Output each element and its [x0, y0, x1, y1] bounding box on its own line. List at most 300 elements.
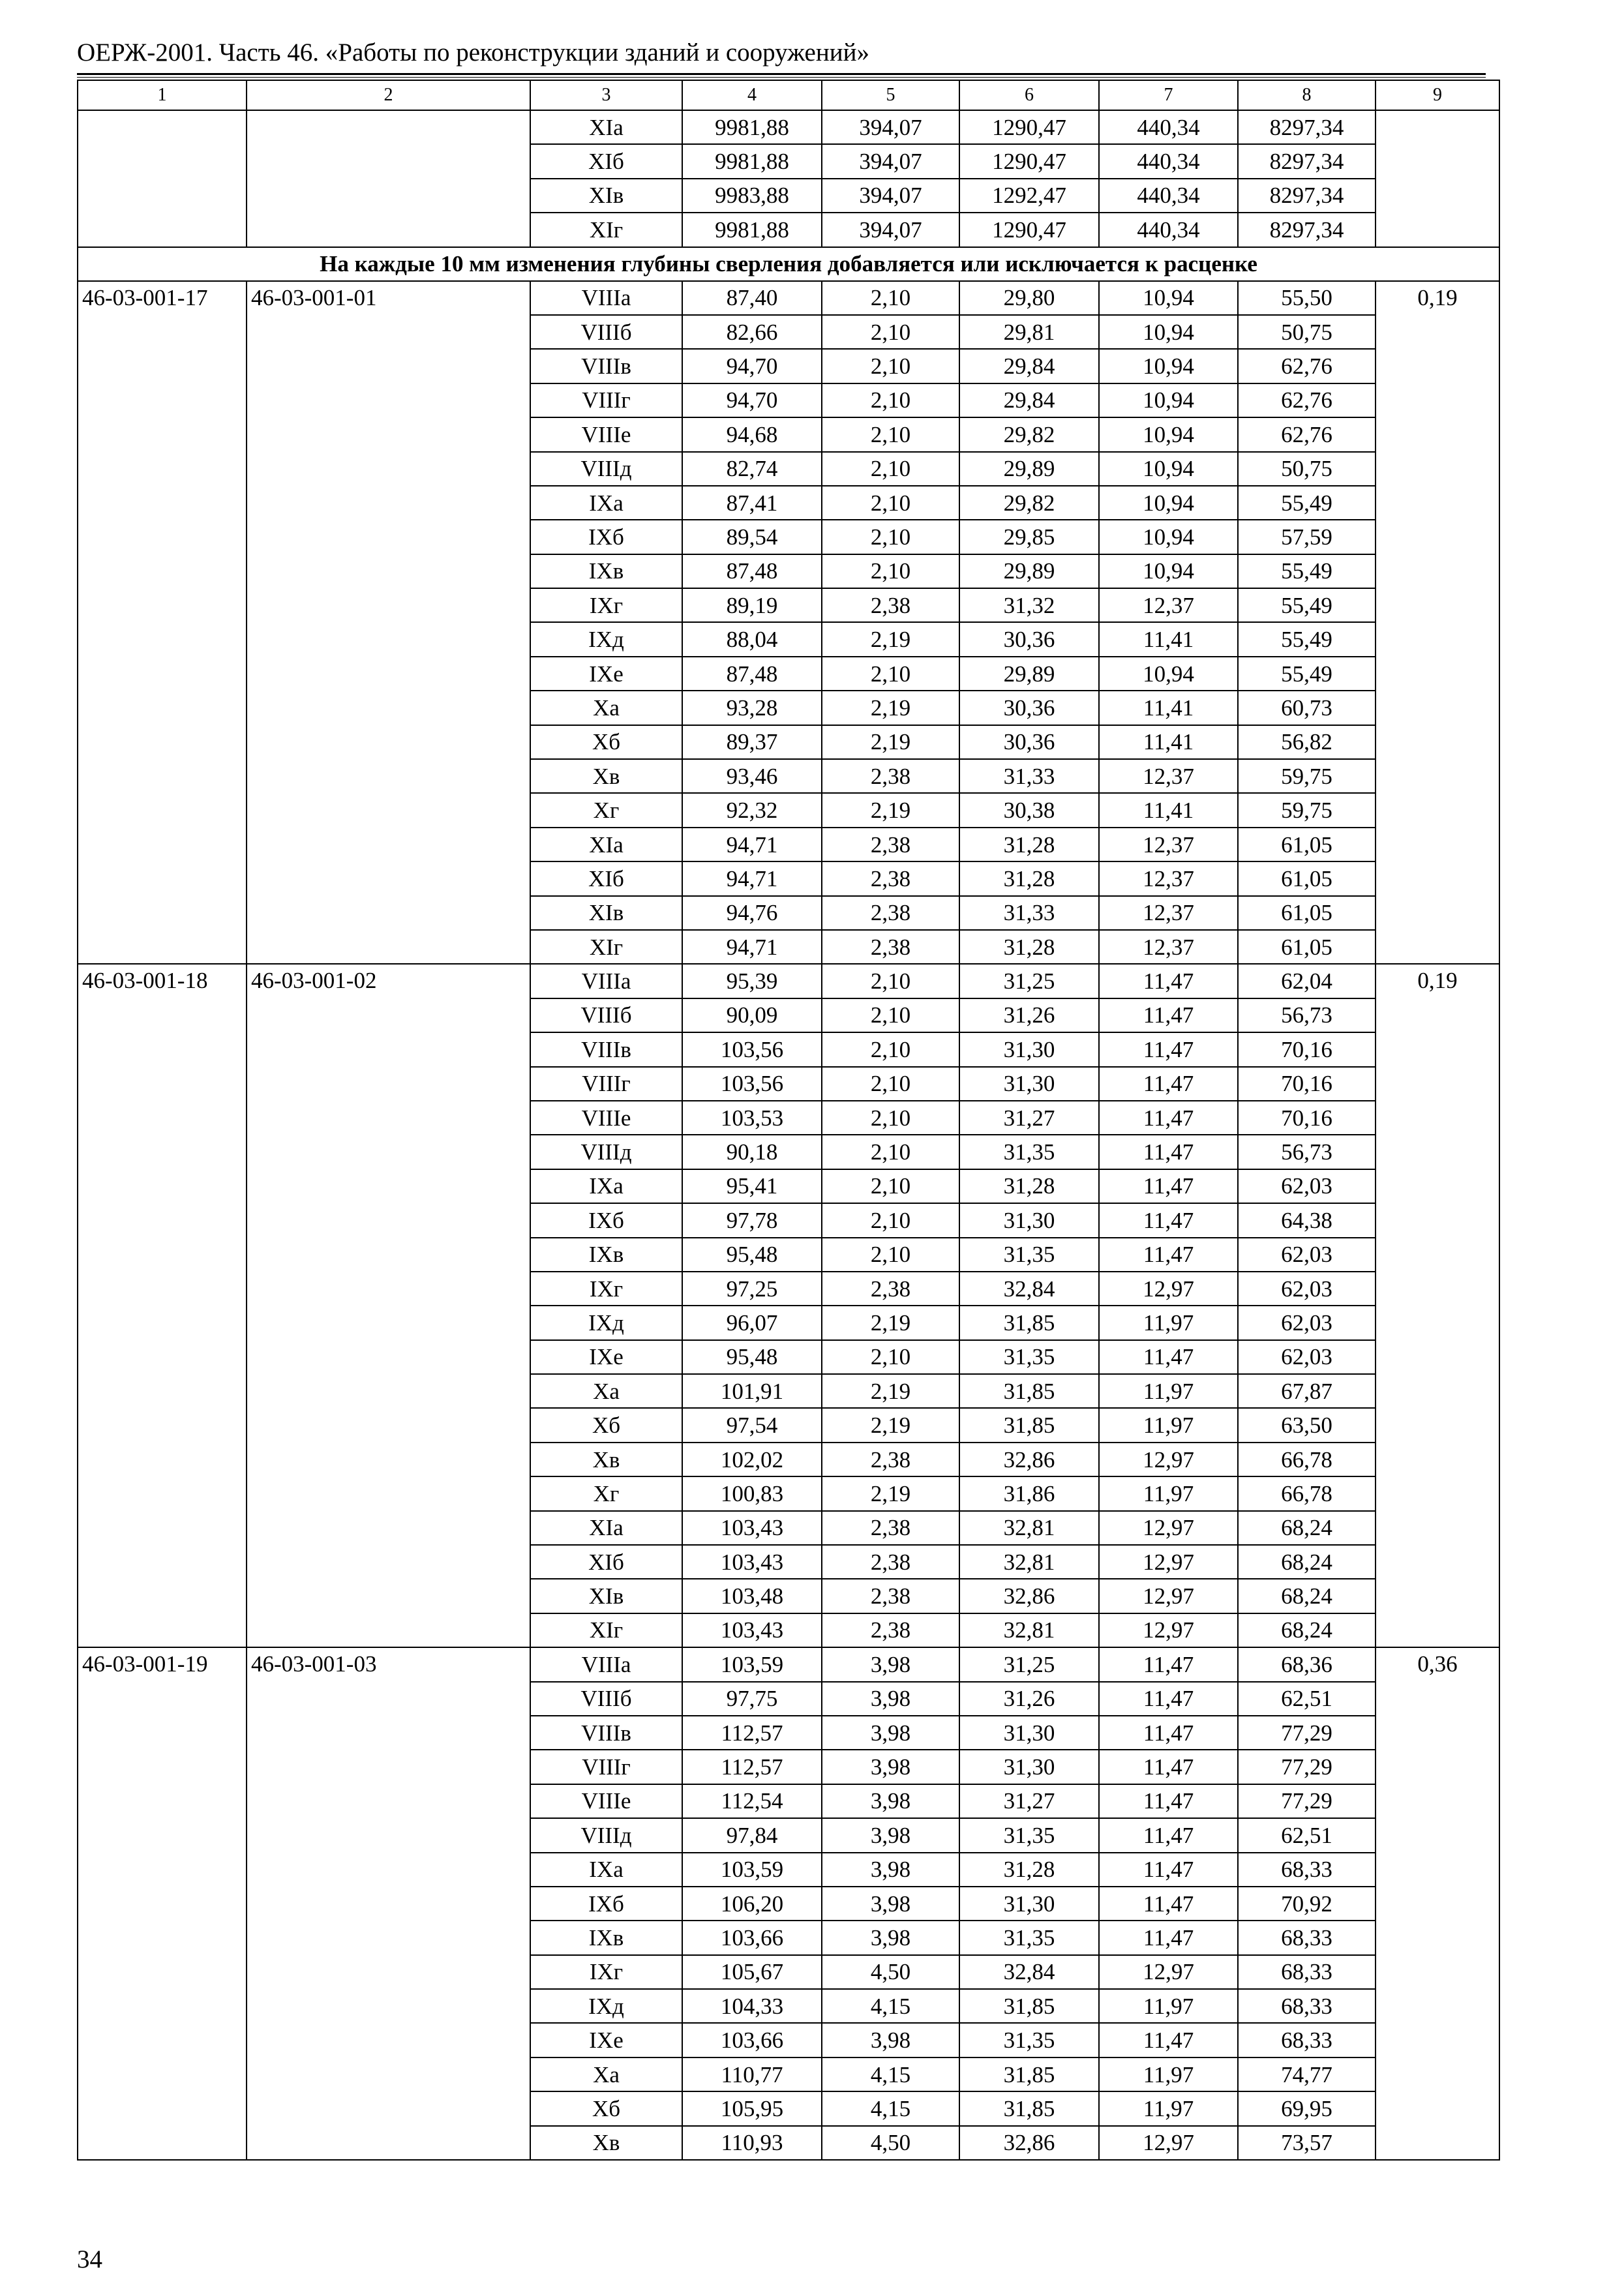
column-number: 2: [247, 80, 530, 110]
table-cell: 31,35: [959, 1818, 1099, 1852]
table-cell: 95,48: [682, 1340, 822, 1374]
table-cell: 11,47: [1099, 1169, 1238, 1203]
table-cell: 12,37: [1099, 588, 1238, 622]
table-cell: 29,82: [959, 486, 1099, 520]
rates-table: [77, 80, 1500, 2161]
table-cell: 56,73: [1238, 998, 1376, 1032]
table-cell: 62,76: [1238, 383, 1376, 417]
column-number: 8: [1238, 80, 1376, 110]
table-cell: 12,37: [1099, 759, 1238, 793]
table-cell: 31,85: [959, 1989, 1099, 2023]
table-cell: 2,10: [822, 1238, 959, 1272]
table-cell: 31,35: [959, 1921, 1099, 1954]
table-cell: 31,30: [959, 1032, 1099, 1066]
table-cell: 62,51: [1238, 1682, 1376, 1716]
table-cell: IXб: [530, 1887, 682, 1921]
table-cell: 31,28: [959, 1853, 1099, 1887]
table-cell: 50,75: [1238, 452, 1376, 486]
table-cell: 4,50: [822, 1955, 959, 1989]
note-row: [78, 247, 1499, 281]
table-cell: 90,09: [682, 998, 822, 1032]
table-cell: 8297,34: [1238, 179, 1376, 213]
table-cell: 4,15: [822, 2057, 959, 2091]
table-cell: IXа: [530, 1169, 682, 1203]
table-cell: 93,28: [682, 691, 822, 725]
table-cell: 61,05: [1238, 828, 1376, 861]
table-cell: IXе: [530, 657, 682, 691]
table-row: [78, 964, 1499, 998]
table-cell: VIIIе: [530, 1101, 682, 1135]
table-cell: 440,34: [1099, 110, 1238, 144]
table-cell: 3,98: [822, 1887, 959, 1921]
column-number: 4: [682, 80, 822, 110]
table-cell: 56,82: [1238, 725, 1376, 759]
table-cell: IXв: [530, 1238, 682, 1272]
table-cell: 8297,34: [1238, 213, 1376, 247]
table-cell: Xа: [530, 1374, 682, 1408]
table-cell: XIа: [530, 828, 682, 861]
table-cell: 92,32: [682, 793, 822, 827]
table-cell: 2,10: [822, 1135, 959, 1169]
table-cell: 95,41: [682, 1169, 822, 1203]
table-cell: IXд: [530, 622, 682, 656]
table-cell: 11,97: [1099, 2091, 1238, 2125]
table-cell: 31,28: [959, 828, 1099, 861]
table-cell: 94,70: [682, 349, 822, 383]
table-cell: 32,81: [959, 1511, 1099, 1545]
table-cell: 11,47: [1099, 1682, 1238, 1716]
table-cell: XIб: [530, 144, 682, 178]
table-cell: 4,50: [822, 2126, 959, 2160]
table-cell: 110,93: [682, 2126, 822, 2160]
table-cell: 77,29: [1238, 1784, 1376, 1818]
table-cell: 11,47: [1099, 1921, 1238, 1954]
table-cell: 32,81: [959, 1545, 1099, 1579]
table-cell: 2,10: [822, 315, 959, 349]
table-cell: 10,94: [1099, 315, 1238, 349]
table-cell: 29,84: [959, 383, 1099, 417]
table-cell: IXб: [530, 1203, 682, 1237]
table-row: [78, 281, 1499, 315]
table-cell: 110,77: [682, 2057, 822, 2091]
table-cell: Xв: [530, 1443, 682, 1476]
table-cell: 3,98: [822, 2023, 959, 2057]
table-cell: 59,75: [1238, 793, 1376, 827]
table-cell: 4,15: [822, 2091, 959, 2125]
table-cell: 31,85: [959, 2057, 1099, 2091]
table-cell: 31,27: [959, 1101, 1099, 1135]
table-cell: 94,71: [682, 930, 822, 964]
table-cell: IXг: [530, 588, 682, 622]
table-cell: 2,10: [822, 486, 959, 520]
table-cell: 68,33: [1238, 1921, 1376, 1954]
table-cell: VIIIг: [530, 1750, 682, 1784]
table-cell: 112,57: [682, 1716, 822, 1750]
table-cell: 31,35: [959, 1340, 1099, 1374]
table-cell: 103,43: [682, 1545, 822, 1579]
table-cell: 2,38: [822, 1511, 959, 1545]
table-cell: 100,83: [682, 1476, 822, 1510]
table-row: [78, 110, 1499, 144]
table-cell: 11,47: [1099, 1853, 1238, 1887]
table-cell: IXа: [530, 1853, 682, 1887]
table-cell: 2,10: [822, 657, 959, 691]
table-cell: XIв: [530, 1579, 682, 1613]
table-cell: 70,16: [1238, 1067, 1376, 1101]
table-cell: 103,43: [682, 1613, 822, 1647]
table-cell: 11,41: [1099, 691, 1238, 725]
table-cell: 104,33: [682, 1989, 822, 2023]
table-cell: IXд: [530, 1306, 682, 1339]
table-cell: 66,78: [1238, 1443, 1376, 1476]
table-cell: 29,81: [959, 315, 1099, 349]
table-cell: 2,10: [822, 964, 959, 998]
table-cell: 2,10: [822, 452, 959, 486]
table-cell: 60,73: [1238, 691, 1376, 725]
table-cell: 11,47: [1099, 2023, 1238, 2057]
table-cell: 106,20: [682, 1887, 822, 1921]
table-cell: 9981,88: [682, 110, 822, 144]
table-cell: 29,89: [959, 554, 1099, 588]
table-cell: 29,89: [959, 452, 1099, 486]
table-cell: 29,84: [959, 349, 1099, 383]
table-cell: 62,04: [1238, 964, 1376, 998]
table-cell: 2,38: [822, 588, 959, 622]
column-number-row: [78, 80, 1499, 110]
table-cell: 2,10: [822, 417, 959, 451]
table-cell: 8297,34: [1238, 110, 1376, 144]
cell-col9: [1376, 110, 1499, 247]
table-cell: 11,41: [1099, 793, 1238, 827]
table-cell: 3,98: [822, 1784, 959, 1818]
table-cell: IXд: [530, 1989, 682, 2023]
table-cell: 31,35: [959, 1238, 1099, 1272]
table-cell: 11,47: [1099, 1647, 1238, 1681]
table-cell: 82,66: [682, 315, 822, 349]
table-cell: 2,19: [822, 725, 959, 759]
table-cell: 2,10: [822, 1203, 959, 1237]
table-cell: 77,29: [1238, 1750, 1376, 1784]
table-cell: 62,76: [1238, 417, 1376, 451]
table-cell: VIIIг: [530, 1067, 682, 1101]
table-cell: 4,15: [822, 1989, 959, 2023]
table-cell: XIа: [530, 110, 682, 144]
table-cell: VIIIв: [530, 1716, 682, 1750]
table-cell: Xб: [530, 2091, 682, 2125]
table-cell: 11,47: [1099, 1238, 1238, 1272]
table-cell: VIIIд: [530, 1818, 682, 1852]
cell-code: [78, 110, 247, 247]
table-cell: 30,36: [959, 691, 1099, 725]
table-cell: 2,38: [822, 1613, 959, 1647]
table-cell: 31,85: [959, 1374, 1099, 1408]
table-cell: 62,03: [1238, 1238, 1376, 1272]
rates-table-body: [78, 80, 1499, 2160]
column-number: 7: [1099, 80, 1238, 110]
table-cell: 62,03: [1238, 1169, 1376, 1203]
table-cell: 29,80: [959, 281, 1099, 315]
table-cell: 101,91: [682, 1374, 822, 1408]
table-cell: 69,95: [1238, 2091, 1376, 2125]
table-cell: 31,25: [959, 964, 1099, 998]
table-cell: 90,18: [682, 1135, 822, 1169]
table-cell: XIг: [530, 1613, 682, 1647]
table-cell: 2,38: [822, 896, 959, 930]
table-cell: 66,78: [1238, 1476, 1376, 1510]
table-cell: 30,36: [959, 622, 1099, 656]
table-cell: 31,28: [959, 930, 1099, 964]
table-cell: 31,26: [959, 1682, 1099, 1716]
table-cell: 1290,47: [959, 144, 1099, 178]
table-cell: 59,75: [1238, 759, 1376, 793]
table-cell: 70,16: [1238, 1032, 1376, 1066]
table-cell: 88,04: [682, 622, 822, 656]
table-cell: Xг: [530, 1476, 682, 1510]
table-cell: VIIIб: [530, 315, 682, 349]
cell-base: [247, 110, 530, 247]
table-cell: 68,33: [1238, 1955, 1376, 1989]
table-cell: 2,38: [822, 1272, 959, 1306]
col9-value: 0,19: [1376, 281, 1499, 965]
table-cell: 394,07: [822, 179, 959, 213]
table-cell: 2,10: [822, 281, 959, 315]
table-cell: 12,97: [1099, 1272, 1238, 1306]
table-cell: 77,29: [1238, 1716, 1376, 1750]
table-cell: 103,59: [682, 1647, 822, 1681]
table-cell: 2,38: [822, 1579, 959, 1613]
table-cell: XIв: [530, 896, 682, 930]
table-cell: 61,05: [1238, 930, 1376, 964]
table-cell: 11,41: [1099, 622, 1238, 656]
table-cell: 440,34: [1099, 144, 1238, 178]
table-cell: 32,86: [959, 1443, 1099, 1476]
table-cell: XIв: [530, 179, 682, 213]
table-cell: 11,47: [1099, 1032, 1238, 1066]
table-cell: VIIIе: [530, 417, 682, 451]
table-cell: VIIIд: [530, 452, 682, 486]
column-number: 9: [1376, 80, 1499, 110]
table-cell: 2,10: [822, 1169, 959, 1203]
table-cell: 112,57: [682, 1750, 822, 1784]
table-cell: 32,84: [959, 1955, 1099, 1989]
table-cell: 1290,47: [959, 110, 1099, 144]
table-cell: Xб: [530, 725, 682, 759]
table-cell: 55,49: [1238, 486, 1376, 520]
table-cell: 11,47: [1099, 1203, 1238, 1237]
table-cell: Xг: [530, 793, 682, 827]
table-cell: 394,07: [822, 110, 959, 144]
table-cell: IXв: [530, 554, 682, 588]
table-cell: 394,07: [822, 213, 959, 247]
column-number: 1: [78, 80, 247, 110]
table-cell: 70,16: [1238, 1101, 1376, 1135]
table-cell: 61,05: [1238, 896, 1376, 930]
table-cell: VIIIв: [530, 349, 682, 383]
table-cell: 11,47: [1099, 964, 1238, 998]
table-cell: 56,73: [1238, 1135, 1376, 1169]
table-cell: 94,70: [682, 383, 822, 417]
table-cell: 2,10: [822, 998, 959, 1032]
table-cell: 11,97: [1099, 1374, 1238, 1408]
note-text: На каждые 10 мм изменения глубины сверления добавляется или исключается к расценке: [78, 247, 1499, 281]
table-cell: 94,71: [682, 828, 822, 861]
table-cell: 31,28: [959, 1169, 1099, 1203]
table-cell: 3,98: [822, 1682, 959, 1716]
rate-code: 46-03-001-18: [78, 964, 247, 1647]
table-cell: 89,19: [682, 588, 822, 622]
table-cell: 11,97: [1099, 2057, 1238, 2091]
table-cell: 12,97: [1099, 1545, 1238, 1579]
table-cell: 31,85: [959, 1306, 1099, 1339]
table-cell: 68,24: [1238, 1579, 1376, 1613]
table-cell: 62,03: [1238, 1272, 1376, 1306]
table-cell: 94,68: [682, 417, 822, 451]
table-cell: 62,03: [1238, 1340, 1376, 1374]
table-cell: 2,19: [822, 1476, 959, 1510]
table-cell: 31,35: [959, 1135, 1099, 1169]
table-cell: 97,78: [682, 1203, 822, 1237]
table-cell: 32,86: [959, 2126, 1099, 2160]
table-cell: 95,48: [682, 1238, 822, 1272]
table-row: [78, 1647, 1499, 1681]
table-cell: 11,47: [1099, 1067, 1238, 1101]
table-cell: 29,82: [959, 417, 1099, 451]
table-cell: 9983,88: [682, 179, 822, 213]
table-cell: 31,85: [959, 2091, 1099, 2125]
base-rate-code: 46-03-001-01: [247, 281, 530, 965]
table-cell: 9981,88: [682, 213, 822, 247]
table-cell: 29,89: [959, 657, 1099, 691]
col9-value: 0,19: [1376, 964, 1499, 1647]
column-number: 3: [530, 80, 682, 110]
table-cell: IXг: [530, 1955, 682, 1989]
table-cell: VIIIб: [530, 1682, 682, 1716]
table-cell: 31,26: [959, 998, 1099, 1032]
table-cell: 12,37: [1099, 896, 1238, 930]
table-cell: 12,97: [1099, 1443, 1238, 1476]
table-cell: 2,38: [822, 759, 959, 793]
table-cell: 105,67: [682, 1955, 822, 1989]
table-cell: 70,92: [1238, 1887, 1376, 1921]
table-cell: 62,76: [1238, 349, 1376, 383]
rate-code: 46-03-001-17: [78, 281, 247, 965]
table-cell: 10,94: [1099, 657, 1238, 691]
table-cell: XIг: [530, 213, 682, 247]
table-cell: 12,97: [1099, 2126, 1238, 2160]
table-cell: 62,03: [1238, 1306, 1376, 1339]
table-cell: 29,85: [959, 520, 1099, 554]
table-cell: 11,47: [1099, 1784, 1238, 1818]
table-cell: 103,59: [682, 1853, 822, 1887]
table-cell: 10,94: [1099, 281, 1238, 315]
table-cell: 103,66: [682, 1921, 822, 1954]
table-cell: 10,94: [1099, 452, 1238, 486]
table-cell: XIб: [530, 1545, 682, 1579]
column-number: 6: [959, 80, 1099, 110]
table-cell: 2,38: [822, 930, 959, 964]
table-cell: 2,19: [822, 1408, 959, 1442]
table-cell: 31,25: [959, 1647, 1099, 1681]
table-cell: 31,33: [959, 759, 1099, 793]
table-cell: 2,38: [822, 1443, 959, 1476]
table-cell: 31,30: [959, 1203, 1099, 1237]
table-cell: 394,07: [822, 144, 959, 178]
table-cell: 11,97: [1099, 1476, 1238, 1510]
table-cell: 96,07: [682, 1306, 822, 1339]
table-cell: 55,49: [1238, 588, 1376, 622]
table-cell: 97,75: [682, 1682, 822, 1716]
table-cell: 64,38: [1238, 1203, 1376, 1237]
table-cell: 95,39: [682, 964, 822, 998]
table-cell: 2,19: [822, 691, 959, 725]
table-cell: 102,02: [682, 1443, 822, 1476]
table-cell: 31,86: [959, 1476, 1099, 1510]
table-cell: 103,56: [682, 1032, 822, 1066]
header-rule-thin: [77, 77, 1486, 78]
col9-value: 0,36: [1376, 1647, 1499, 2160]
table-cell: 32,86: [959, 1579, 1099, 1613]
table-cell: 87,40: [682, 281, 822, 315]
table-cell: 103,43: [682, 1511, 822, 1545]
table-cell: 103,66: [682, 2023, 822, 2057]
table-cell: 31,27: [959, 1784, 1099, 1818]
table-cell: 112,54: [682, 1784, 822, 1818]
table-cell: 87,48: [682, 657, 822, 691]
table-cell: 12,37: [1099, 861, 1238, 895]
table-cell: 2,10: [822, 520, 959, 554]
table-cell: Xа: [530, 2057, 682, 2091]
table-cell: 103,56: [682, 1067, 822, 1101]
table-cell: 1292,47: [959, 179, 1099, 213]
table-cell: 63,50: [1238, 1408, 1376, 1442]
table-cell: 50,75: [1238, 315, 1376, 349]
table-cell: 31,30: [959, 1750, 1099, 1784]
table-cell: 97,84: [682, 1818, 822, 1852]
page-header: ОЕРЖ-2001. Часть 46. «Работы по реконструкции зданий и сооружений»: [77, 38, 869, 67]
rate-code: 46-03-001-19: [78, 1647, 247, 2160]
table-cell: 10,94: [1099, 349, 1238, 383]
table-cell: 68,24: [1238, 1511, 1376, 1545]
table-cell: IXе: [530, 1340, 682, 1374]
table-cell: IXг: [530, 1272, 682, 1306]
table-cell: 61,05: [1238, 861, 1376, 895]
table-cell: 2,19: [822, 1374, 959, 1408]
table-cell: 2,19: [822, 622, 959, 656]
table-cell: 11,47: [1099, 1340, 1238, 1374]
table-cell: 2,19: [822, 1306, 959, 1339]
table-cell: 11,47: [1099, 998, 1238, 1032]
table-cell: 97,25: [682, 1272, 822, 1306]
table-cell: 11,47: [1099, 1716, 1238, 1750]
table-cell: 3,98: [822, 1818, 959, 1852]
table-cell: 31,30: [959, 1887, 1099, 1921]
table-cell: 12,97: [1099, 1955, 1238, 1989]
table-cell: 3,98: [822, 1750, 959, 1784]
table-cell: 12,37: [1099, 828, 1238, 861]
table-cell: 11,41: [1099, 725, 1238, 759]
table-cell: Xа: [530, 691, 682, 725]
table-cell: 30,36: [959, 725, 1099, 759]
table-cell: Xв: [530, 759, 682, 793]
table-cell: XIб: [530, 861, 682, 895]
table-cell: VIIIв: [530, 1032, 682, 1066]
table-cell: 2,10: [822, 1067, 959, 1101]
table-cell: 55,49: [1238, 554, 1376, 588]
table-cell: VIIIа: [530, 1647, 682, 1681]
table-cell: 3,98: [822, 1921, 959, 1954]
table-cell: 2,38: [822, 1545, 959, 1579]
table-cell: IXб: [530, 520, 682, 554]
